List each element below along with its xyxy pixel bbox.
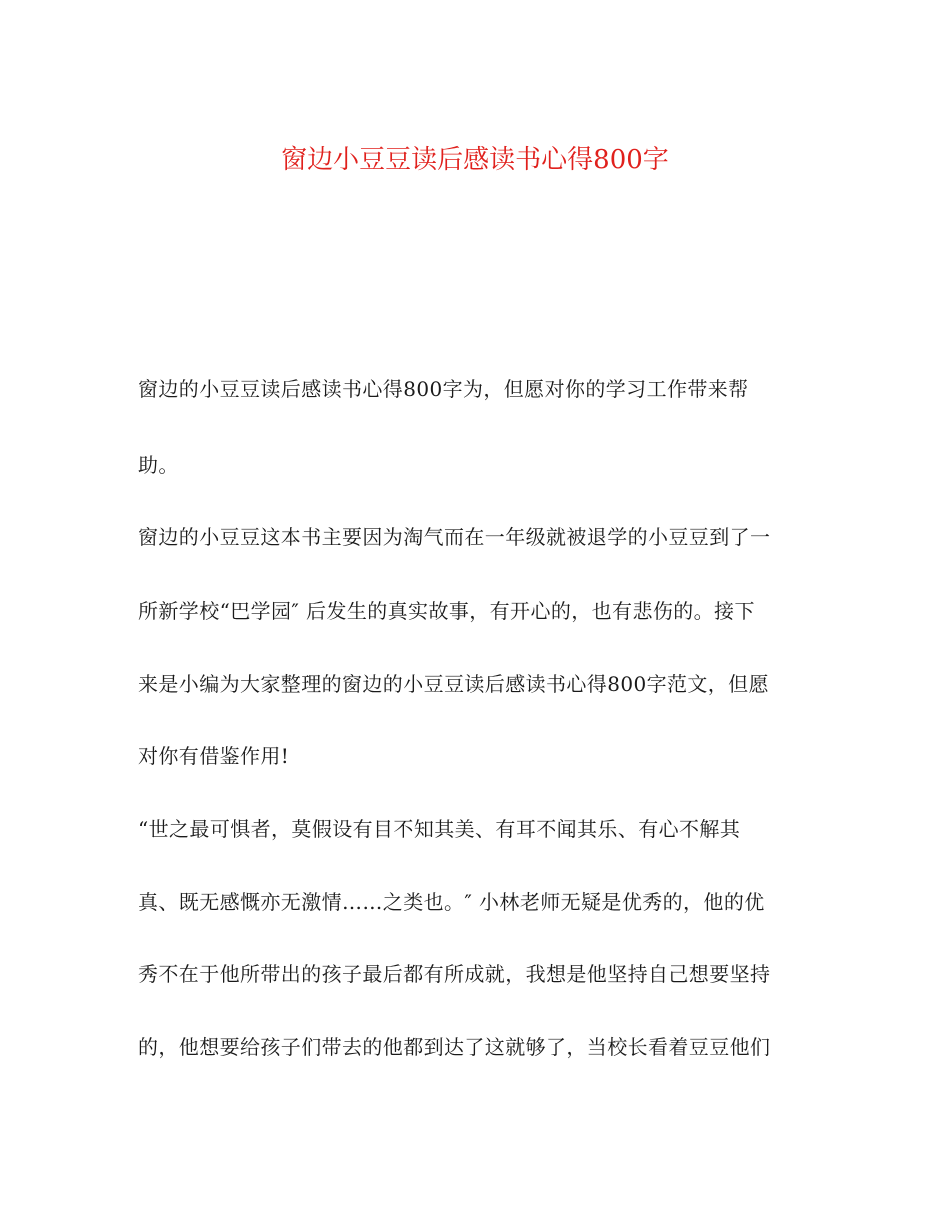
paragraph-line: 来是小编为大家整理的窗边的小豆豆读后感读书心得800字范文，但愿: [138, 672, 769, 696]
paragraph-line: 真、既无感慨亦无激情……之类也。″ 小林老师无疑是优秀的，他的优: [138, 890, 765, 914]
paragraph-line: 助。: [138, 453, 179, 477]
paragraph-line: 对你有借鉴作用!: [138, 744, 290, 768]
paragraph-line: 窗边的小豆豆读后感读书心得800字为，但愿对你的学习工作带来帮: [138, 377, 749, 401]
page-title: 窗边小豆豆读后感读书心得800字: [281, 145, 669, 175]
paragraph-line: 窗边的小豆豆这本书主要因为淘气而在一年级就被退学的小豆豆到了一: [138, 525, 771, 549]
paragraph-line: 的，他想要给孩子们带去的他都到达了这就够了，当校长看着豆豆他们: [138, 1035, 771, 1059]
paragraph-line: 秀不在于他所带出的孩子最后都有所成就，我想是他坚持自己想要坚持: [138, 962, 771, 986]
paragraph-line: 所新学校“巴学园″ 后发生的真实故事，有开心的，也有悲伤的。接下: [138, 599, 755, 623]
paragraph-line: “世之最可惧者，莫假设有目不知其美、有耳不闻其乐、有心不解其: [138, 817, 741, 841]
